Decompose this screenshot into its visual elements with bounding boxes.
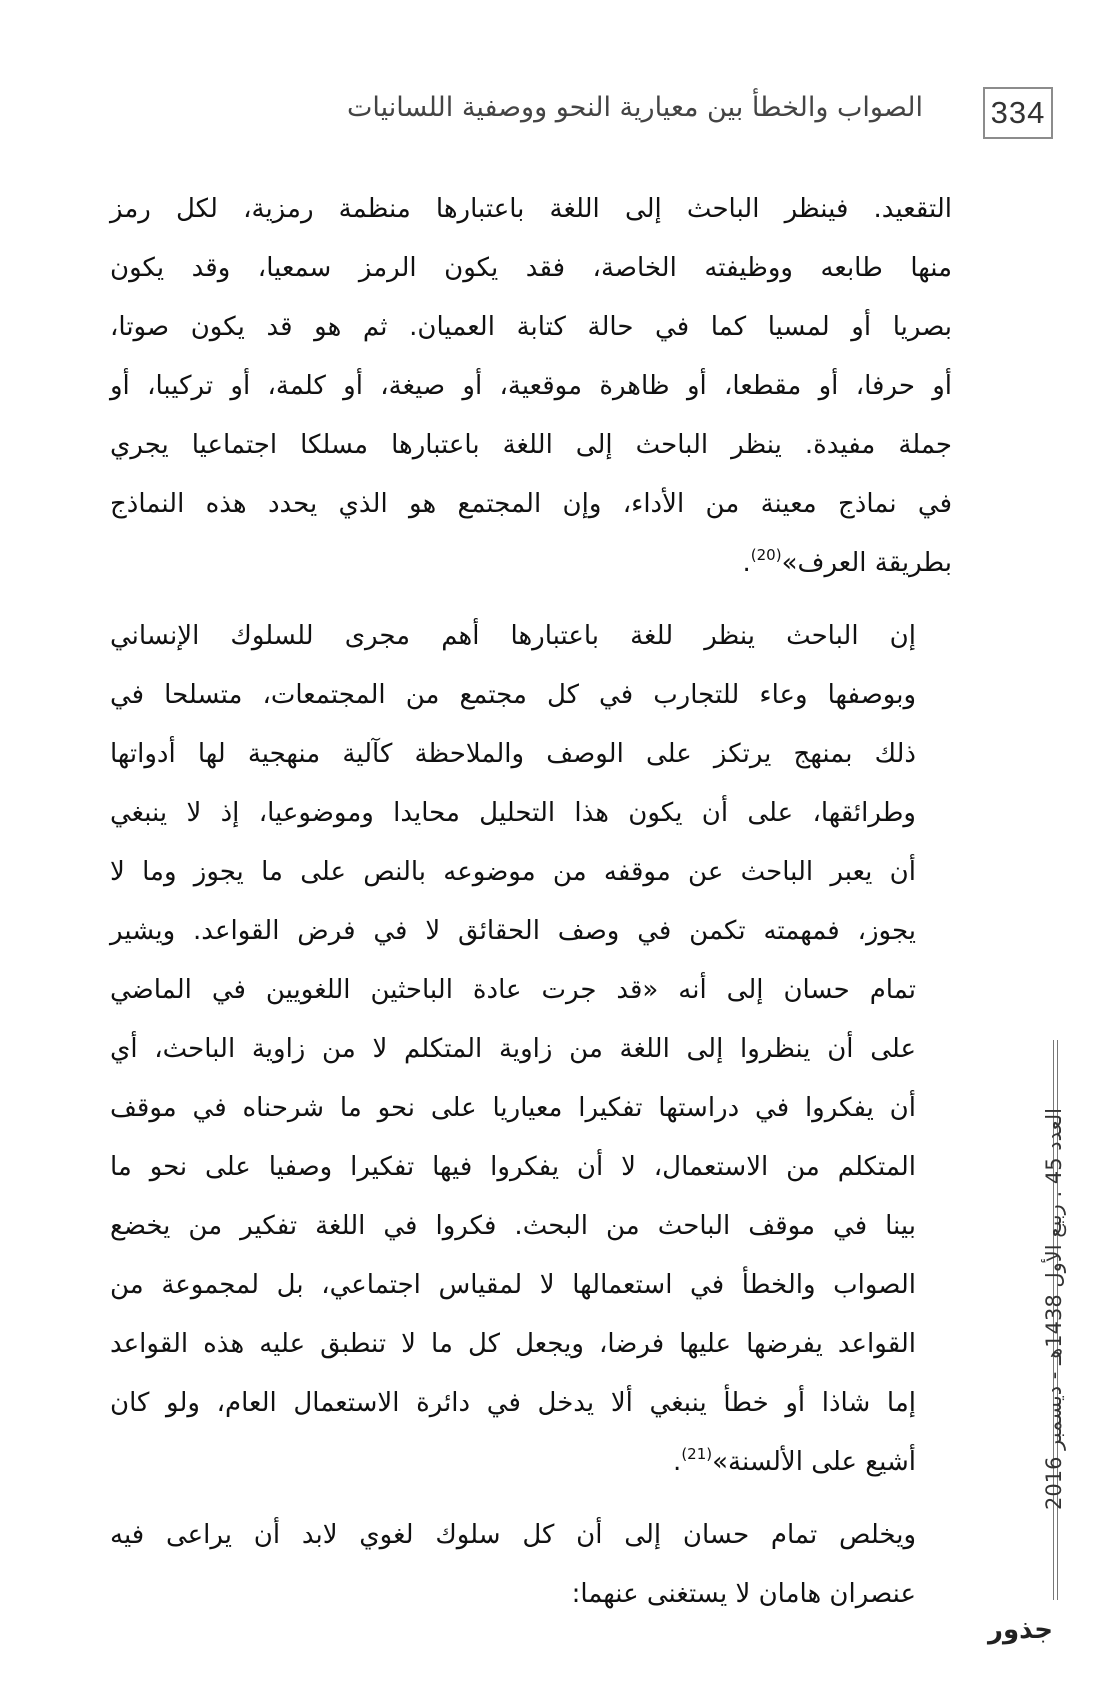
footnote-ref[interactable]: (21) xyxy=(681,1445,713,1463)
issue-caption: العدد 45 . ربيع الأول 1438هـ - ديسمبر 2016 xyxy=(1042,1108,1066,1510)
text-line: بينا في موقف الباحث من البحث. فكروا في اللغة تفكير من يخضع xyxy=(110,1211,916,1241)
text-line-end: بطريقة العرف» xyxy=(781,548,952,578)
text-line xyxy=(110,1433,952,1492)
text-line: القواعد يفرضها عليها فرضا، ويجعل كل ما لا تنطبق عليه هذه القواعد xyxy=(110,1329,916,1359)
footnote-ref[interactable]: (20) xyxy=(750,546,782,564)
text-line: وطرائقها، على أن يكون هذا التحليل محايدا وموضوعيا، إذ لا ينبغي xyxy=(110,798,916,828)
text-line: جملة مفيدة. ينظر الباحث إلى اللغة باعتبارها مسلكا اجتماعيا يجري xyxy=(110,430,952,460)
text-line: عنصران هامان لا يستغنى عنهما: xyxy=(571,1579,916,1609)
text-line: المتكلم من الاستعمال، لا أن يفكروا فيها تفكيرا وصفيا على نحو ما xyxy=(110,1152,916,1182)
page-number: 334 xyxy=(983,87,1053,139)
text-line: ويخلص تمام حسان إلى أن كل سلوك لغوي لابد أن يراعى فيه xyxy=(110,1520,916,1550)
sentence-end: . xyxy=(742,548,751,578)
text-line-end: أشيع على الألسنة» xyxy=(712,1447,916,1477)
text-line: منها طابعه ووظيفته الخاصة، فقد يكون الرمز سمعيا، وقد يكون xyxy=(110,253,952,283)
paragraph xyxy=(110,607,952,1492)
text-line: يجوز، فمهمته تكمن في وصف الحقائق لا في فرض القواعد. ويشير xyxy=(110,916,916,946)
text-line: التقعيد. فينظر الباحث إلى اللغة باعتبارها منظمة رمزية، لكل رمز xyxy=(110,194,952,224)
text-line: في نماذج معينة من الأداء، وإن المجتمع هو الذي يحدد هذه النماذج xyxy=(110,489,952,519)
text-line: وبوصفها وعاء للتجارب في كل مجتمع من المجتمعات، متسلحا في xyxy=(110,680,916,710)
running-title: الصواب والخطأ بين معيارية النحو ووصفية اللسانيات xyxy=(346,92,923,123)
text-line xyxy=(110,534,952,593)
article-body xyxy=(110,180,952,1624)
text-line: على أن ينظروا إلى اللغة من زاوية المتكلم لا من زاوية الباحث، أي xyxy=(110,1034,916,1064)
text-line: أن يعبر الباحث عن موقفه من موضوعه بالنص على ما يجوز وما لا xyxy=(110,857,916,887)
text-line: ذلك بمنهج يرتكز على الوصف والملاحظة كآلية منهجية لها أدواتها xyxy=(110,739,916,769)
text-line: إن الباحث ينظر للغة باعتبارها أهم مجرى للسلوك الإنساني xyxy=(110,621,916,651)
text-line: الصواب والخطأ في استعمالها لا لمقياس اجتماعي، بل لمجموعة من xyxy=(110,1270,916,1300)
text-line: أن يفكروا في دراستها تفكيرا معياريا على نحو ما شرحناه في موقف xyxy=(110,1093,916,1123)
text-line: تمام حسان إلى أنه «قد جرت عادة الباحثين اللغويين في الماضي xyxy=(110,975,916,1005)
paragraph xyxy=(110,1506,952,1624)
journal-logo: جذور xyxy=(988,1615,1053,1645)
text-line: إما شاذا أو خطأ ينبغي ألا يدخل في دائرة الاستعمال العام، ولو كان xyxy=(110,1388,916,1418)
sentence-end: . xyxy=(673,1447,682,1477)
paragraph xyxy=(110,180,952,593)
text-line: بصريا أو لمسيا كما في حالة كتابة العميان. ثم هو قد يكون صوتا، xyxy=(110,312,952,342)
text-line: أو حرفا، أو مقطعا، أو ظاهرة موقعية، أو صيغة، أو كلمة، أو تركيبا، أو xyxy=(110,371,952,401)
